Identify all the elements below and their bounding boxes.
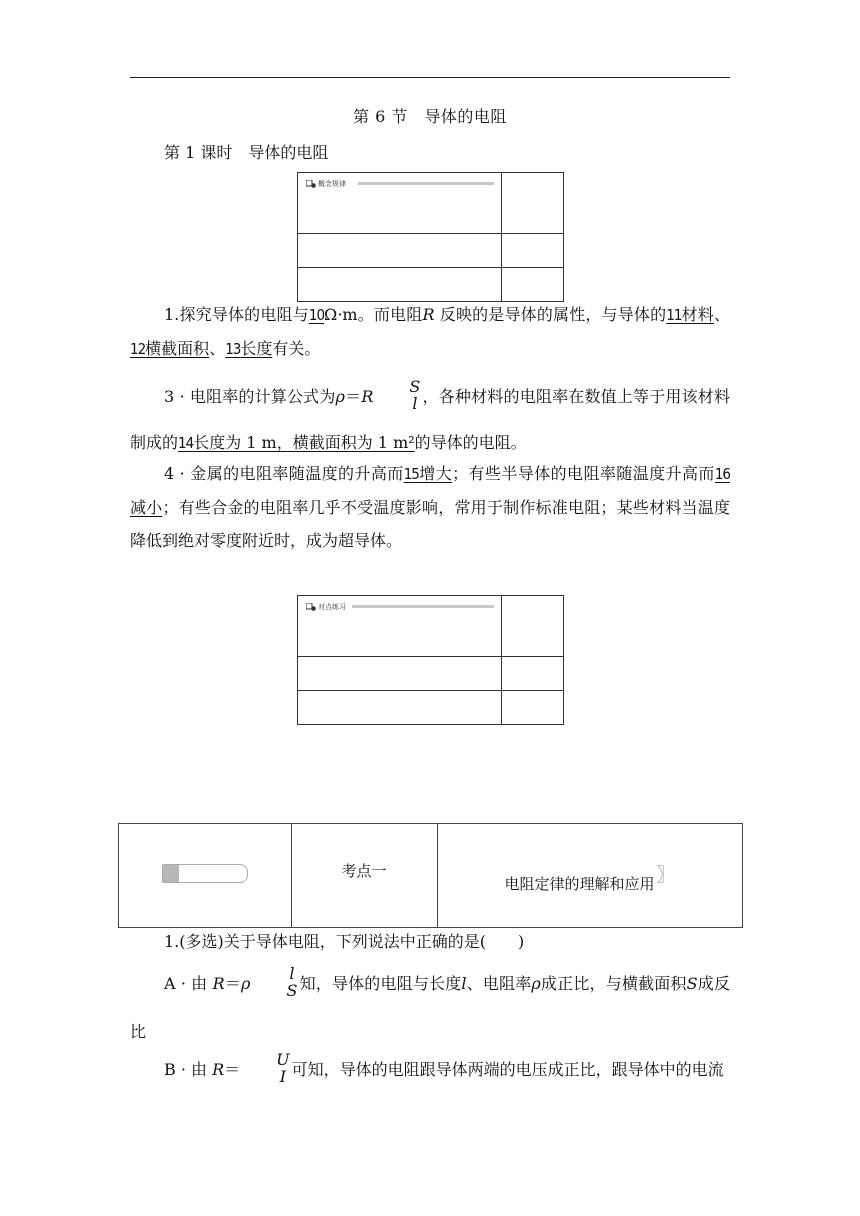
text: 、 <box>209 339 226 358</box>
kaodian-tag-icon <box>162 864 248 883</box>
concept-badge-label: 概念规律 <box>318 180 346 188</box>
text: 有关。 <box>272 339 321 358</box>
text: 1.探究导体的电阻与 <box>164 305 309 324</box>
text: 反映的是导体的属性，与导体的 <box>434 305 667 324</box>
blank-number: 13 <box>225 340 241 358</box>
symbol-rho: ρ <box>241 974 251 993</box>
symbol-R: R <box>212 1060 225 1079</box>
text: ＝ <box>344 387 362 406</box>
practice-badge <box>306 602 346 612</box>
table-divider <box>298 233 563 234</box>
fraction <box>252 966 297 999</box>
text: 的导体的电阻。 <box>414 433 527 452</box>
symbol-R: R <box>212 974 225 993</box>
text: ；有些合金的电阻率几乎不受温度影响，常用于制作标准电阻；某些材料当温度降低到绝对零度附近时，成为超导体。 <box>130 498 730 550</box>
blank-answer: 减小 <box>130 498 163 517</box>
bracket-mark: 〗 <box>656 865 675 886</box>
text: ＝ <box>224 974 242 993</box>
table-divider <box>298 656 563 657</box>
text: ，各种材料的电阻率在数值上等于用该材料制成的 <box>130 387 730 452</box>
text: 、电阻率 <box>466 974 532 993</box>
badge-bar <box>352 605 494 608</box>
table-divider <box>298 690 563 691</box>
symbol-S: S <box>686 974 698 993</box>
paragraph-3 <box>130 374 730 466</box>
fraction <box>375 379 420 412</box>
blank-answer: 长度 <box>240 339 273 358</box>
text: 、 <box>713 305 730 324</box>
text: 成正比，与横截面积 <box>540 974 687 993</box>
header-rule <box>130 77 730 78</box>
badge-bar <box>358 182 494 185</box>
fraction-denominator: I <box>279 1067 287 1086</box>
text: ；有些半导体的电阻率随温度升高而 <box>452 464 715 483</box>
lesson-title: 第 1 课时 导体的电阻 <box>164 143 329 162</box>
text: 知，导体的电阻与长度 <box>299 974 462 993</box>
fraction-numerator: l <box>289 964 295 983</box>
table-divider <box>501 173 502 301</box>
kaodian-label: 考点一 <box>341 862 387 880</box>
fraction-denominator: S <box>286 981 298 1000</box>
paragraph-1 <box>130 298 730 366</box>
text: 可知，导体的电阻跟导体两端的电压成正比，跟导体中的电流 <box>291 1060 724 1079</box>
blank-number: 10 <box>308 306 325 324</box>
practice-badge-label: 对点练习 <box>318 603 346 611</box>
paragraph-4 <box>130 457 730 557</box>
fraction-numerator: S <box>409 377 421 396</box>
text: 4 · 金属的电阻率随温度的升高而 <box>164 464 404 483</box>
symbol-R: R <box>422 305 435 324</box>
practice-badge-table <box>297 595 564 725</box>
text: 成反比 <box>130 974 730 1041</box>
blank-answer: 长度为 1 m，横截面积为 1 m² <box>193 433 415 452</box>
badge-glyph-icon <box>306 180 316 188</box>
question-stem: 1.(多选)关于导体电阻，下列说法中正确的是( ) <box>164 932 525 951</box>
text: B · 由 <box>164 1060 213 1079</box>
badge-glyph-icon <box>306 603 316 611</box>
kaodian-title-text: 电阻定律的理解和应用 <box>504 875 655 893</box>
text: 3 · 电阻率的计算公式为 <box>164 387 336 406</box>
table-divider <box>501 596 502 724</box>
blank-number: 11 <box>666 306 682 324</box>
blank-number: 12 <box>130 340 146 358</box>
blank-answer: 材料 <box>681 305 714 324</box>
kaodian-title <box>437 865 742 895</box>
symbol-R: R <box>361 387 374 406</box>
symbol-rho: ρ <box>335 387 345 406</box>
blank-number: 14 <box>178 434 194 452</box>
option-A <box>130 960 730 1056</box>
symbol-l: l <box>461 974 467 993</box>
text: A · 由 <box>164 974 213 993</box>
text: ＝ <box>224 1060 241 1079</box>
blank-number: 15 <box>403 465 419 483</box>
option-B <box>130 1046 730 1094</box>
kaodian-table <box>118 823 743 928</box>
fraction <box>242 1052 289 1085</box>
section-title: 第 6 节 导体的电阻 <box>353 107 507 126</box>
text: Ω·m。而电阻 <box>324 305 423 324</box>
concept-badge-table <box>297 172 564 302</box>
blank-answer: 横截面积 <box>145 339 210 358</box>
fraction-numerator: U <box>276 1050 290 1069</box>
blank-answer: 增大 <box>418 464 453 483</box>
symbol-rho: ρ <box>531 974 541 993</box>
fraction-denominator: l <box>412 394 418 413</box>
table-divider <box>298 267 563 268</box>
blank-number: 16 <box>714 465 730 483</box>
concept-badge <box>306 179 346 189</box>
